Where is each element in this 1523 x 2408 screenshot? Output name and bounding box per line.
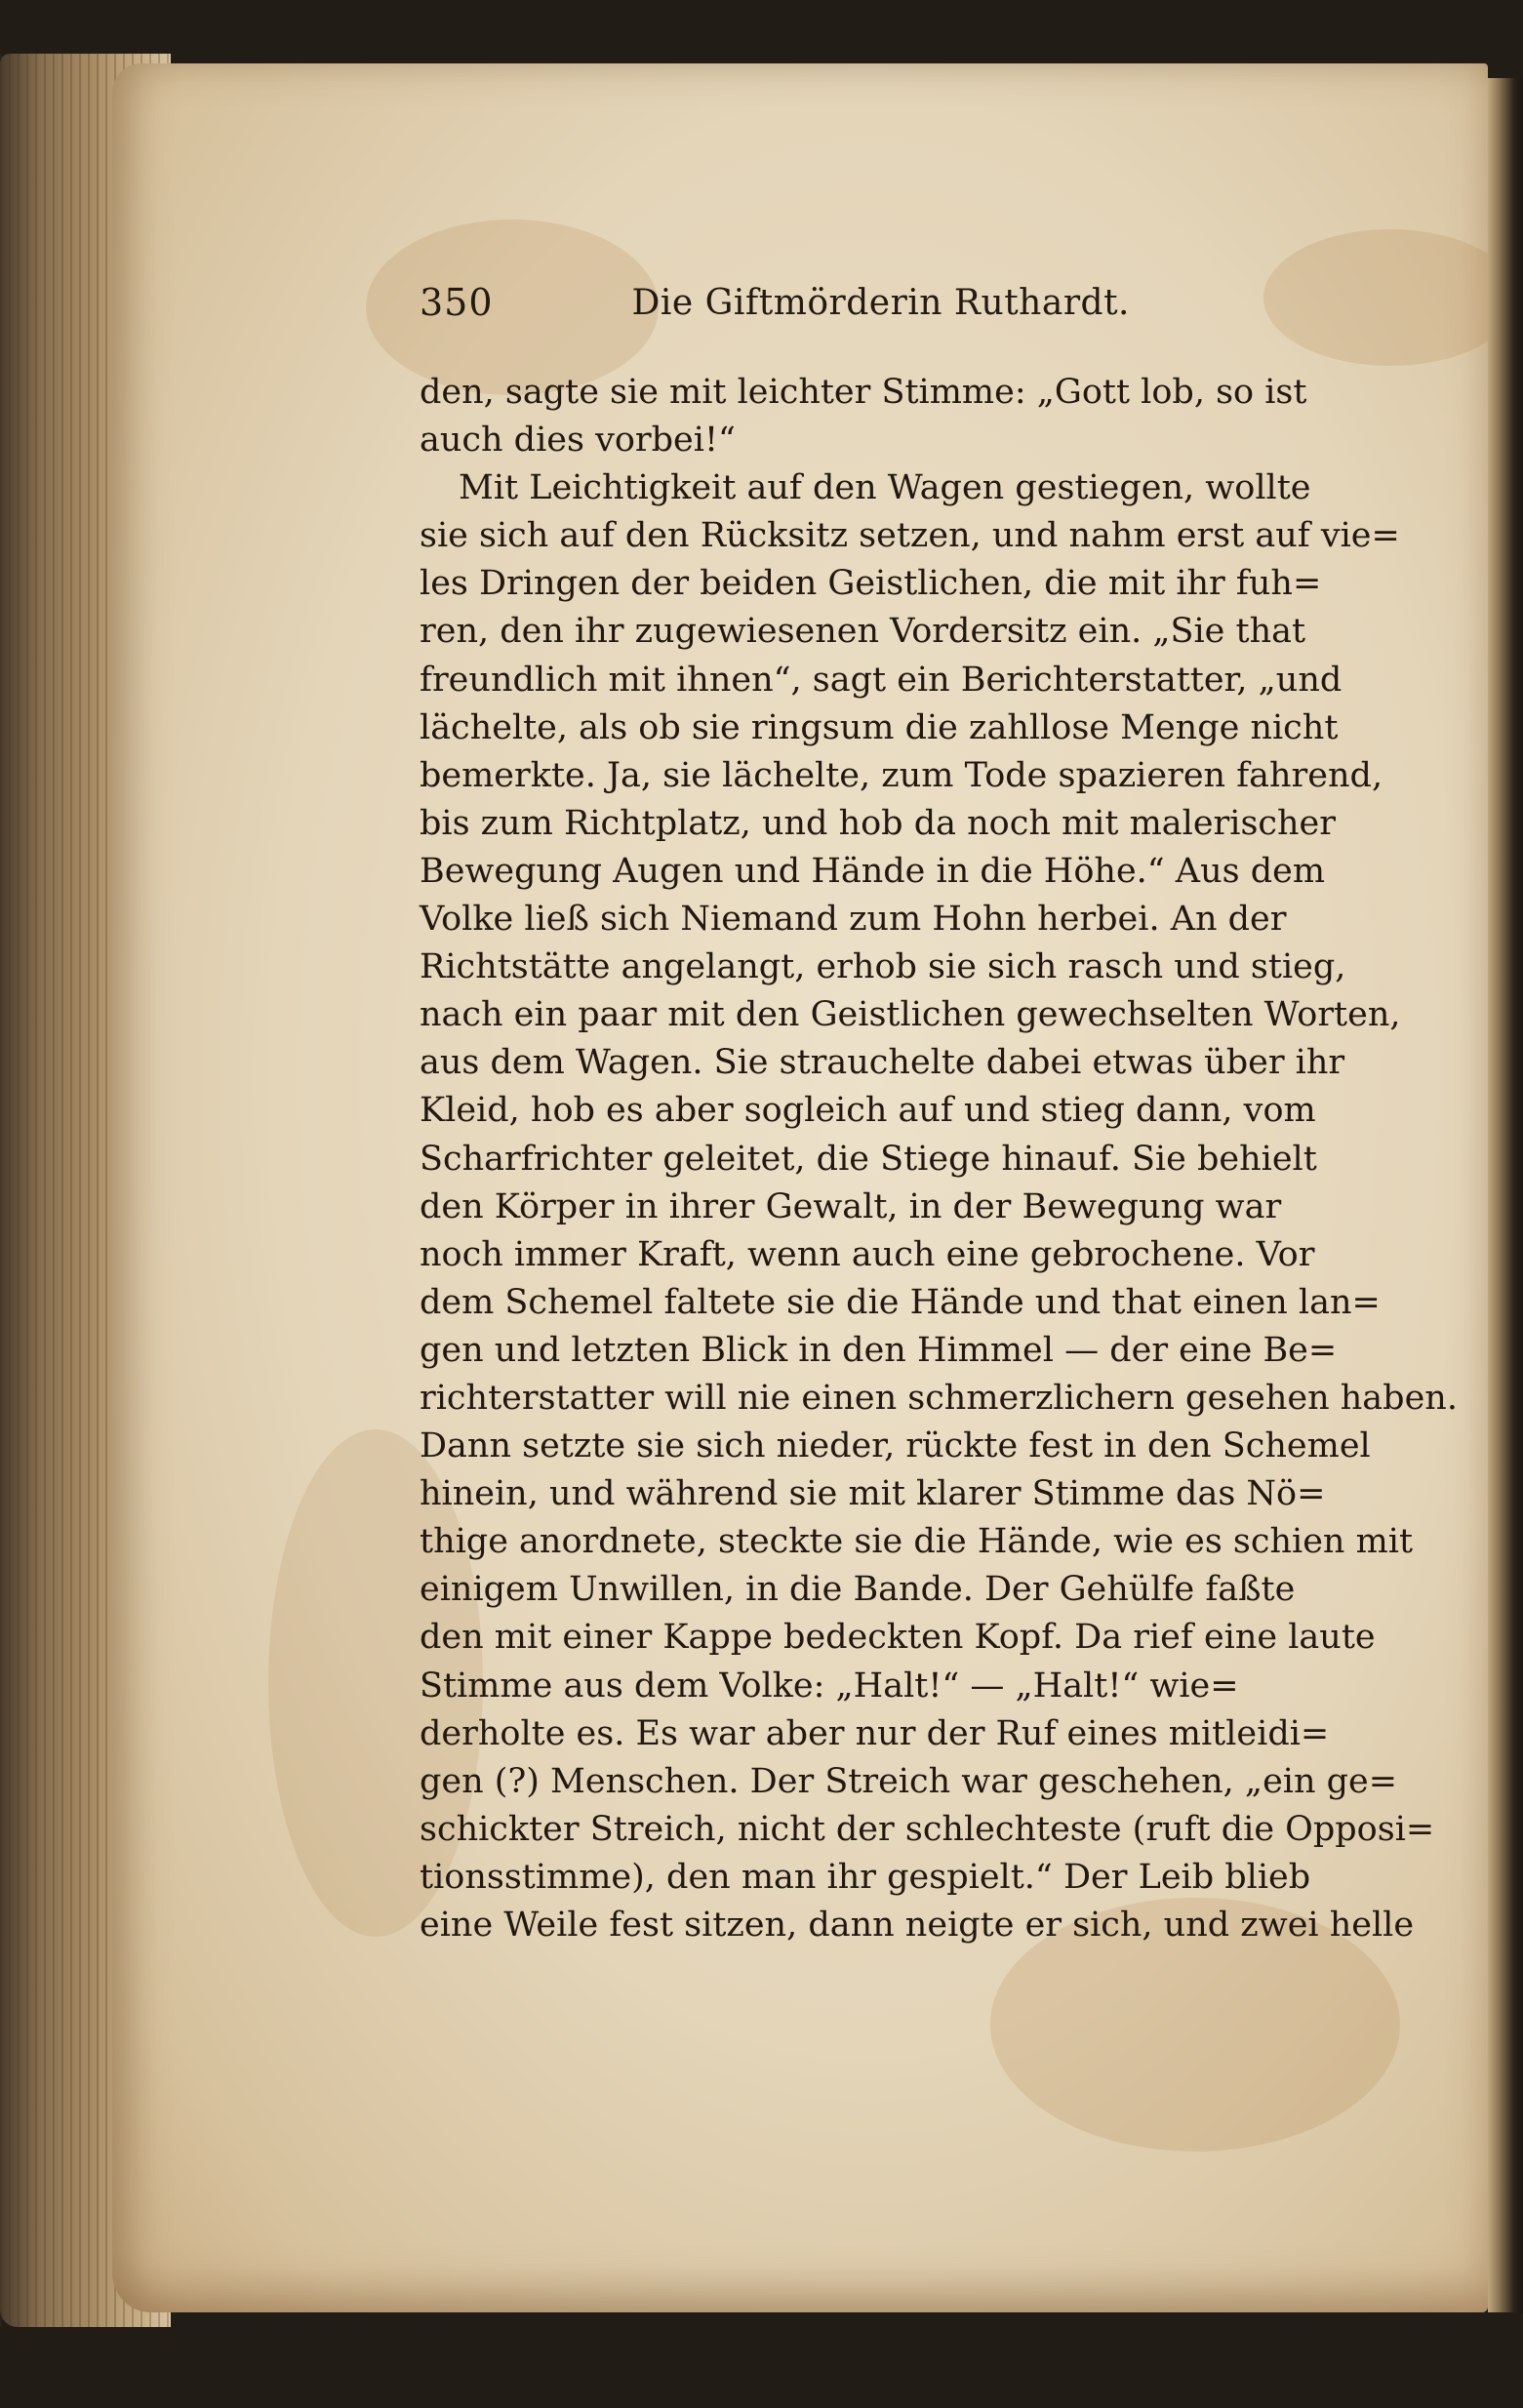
- text-line: tionsstimme), den man ihr gespielt.“ Der Leib blieb: [420, 1857, 1311, 1897]
- text-line: schickter Streich, nicht der schlechteste (ruft die Opposi=: [420, 1809, 1435, 1849]
- running-title: Die Giftmörderin Ruthardt.: [631, 283, 1130, 323]
- text-line: aus dem Wagen. Sie strauchelte dabei etwas über ihr: [420, 1043, 1345, 1083]
- body-text: [420, 369, 1458, 1949]
- binding-edge: [1488, 78, 1523, 2312]
- text-line: Bewegung Augen und Hände in die Höhe.“ Aus dem: [420, 851, 1326, 891]
- text-line: bemerkte. Ja, sie lächelte, zum Tode spazieren fahrend,: [420, 755, 1383, 795]
- text-line: Volke ließ sich Niemand zum Hohn herbei. An der: [420, 900, 1287, 940]
- text-line: dem Schemel faltete sie die Hände und that einen lan=: [420, 1282, 1381, 1322]
- text-line: Scharfrichter geleitet, die Stiege hinauf. Sie behielt: [420, 1139, 1317, 1179]
- text-line: nach ein paar mit den Geistlichen gewechselten Worten,: [420, 995, 1401, 1035]
- text-line: noch immer Kraft, wenn auch eine gebrochene. Vor: [420, 1234, 1315, 1274]
- text-line: les Dringen der beiden Geistlichen, die mit ihr fuh=: [420, 564, 1322, 604]
- foxing-stain: [1263, 229, 1517, 366]
- text-line: lächelte, als ob sie ringsum die zahllose Menge nicht: [420, 707, 1339, 747]
- text-line: Mit Leichtigkeit auf den Wagen gestiegen, wollte: [459, 468, 1311, 508]
- text-line: gen (?) Menschen. Der Streich war geschehen, „ein ge=: [420, 1761, 1398, 1801]
- text-line: gen und letzten Blick in den Himmel — der eine Be=: [420, 1330, 1338, 1370]
- text-line: ren, den ihr zugewiesenen Vordersitz ein. „Sie that: [420, 612, 1306, 652]
- page-header: [420, 281, 1130, 336]
- text-line: den Körper in ihrer Gewalt, in der Bewegung war: [420, 1186, 1282, 1226]
- text-line: einigem Unwillen, in die Bande. Der Gehülfe faßte: [420, 1570, 1296, 1610]
- text-line: den, sagte sie mit leichter Stimme: „Gott lob, so ist: [420, 373, 1307, 412]
- text-line: richterstatter will nie einen schmerzlichern gesehen haben.: [420, 1378, 1458, 1418]
- text-line: Dann setzte sie sich nieder, rückte fest in den Schemel: [420, 1426, 1371, 1466]
- text-line: hinein, und während sie mit klarer Stimme das Nö=: [420, 1474, 1326, 1514]
- text-line: Richtstätte angelangt, erhob sie sich rasch und stieg,: [420, 947, 1346, 987]
- page-number: 350: [420, 281, 494, 324]
- text-line: Kleid, hob es aber sogleich auf und stieg dann, vom: [420, 1091, 1316, 1131]
- text-line: thige anordnete, steckte sie die Hände, wie es schien mit: [420, 1522, 1414, 1562]
- text-line: freundlich mit ihnen“, sagt ein Berichterstatter, „und: [420, 660, 1343, 700]
- text-line: eine Weile fest sitzen, dann neigte er sich, und zwei helle: [420, 1906, 1415, 1945]
- text-line: derholte es. Es war aber nur der Ruf eines mitleidi=: [420, 1713, 1330, 1753]
- text-line: den mit einer Kappe bedeckten Kopf. Da rief eine laute: [420, 1618, 1376, 1658]
- text-line: Stimme aus dem Volke: „Halt!“ — „Halt!“ wie=: [420, 1666, 1239, 1706]
- text-line: sie sich auf den Rücksitz setzen, und nahm erst auf vie=: [420, 516, 1400, 556]
- text-line: auch dies vorbei!“: [420, 421, 736, 461]
- text-line: bis zum Richtplatz, und hob da noch mit malerischer: [420, 803, 1337, 843]
